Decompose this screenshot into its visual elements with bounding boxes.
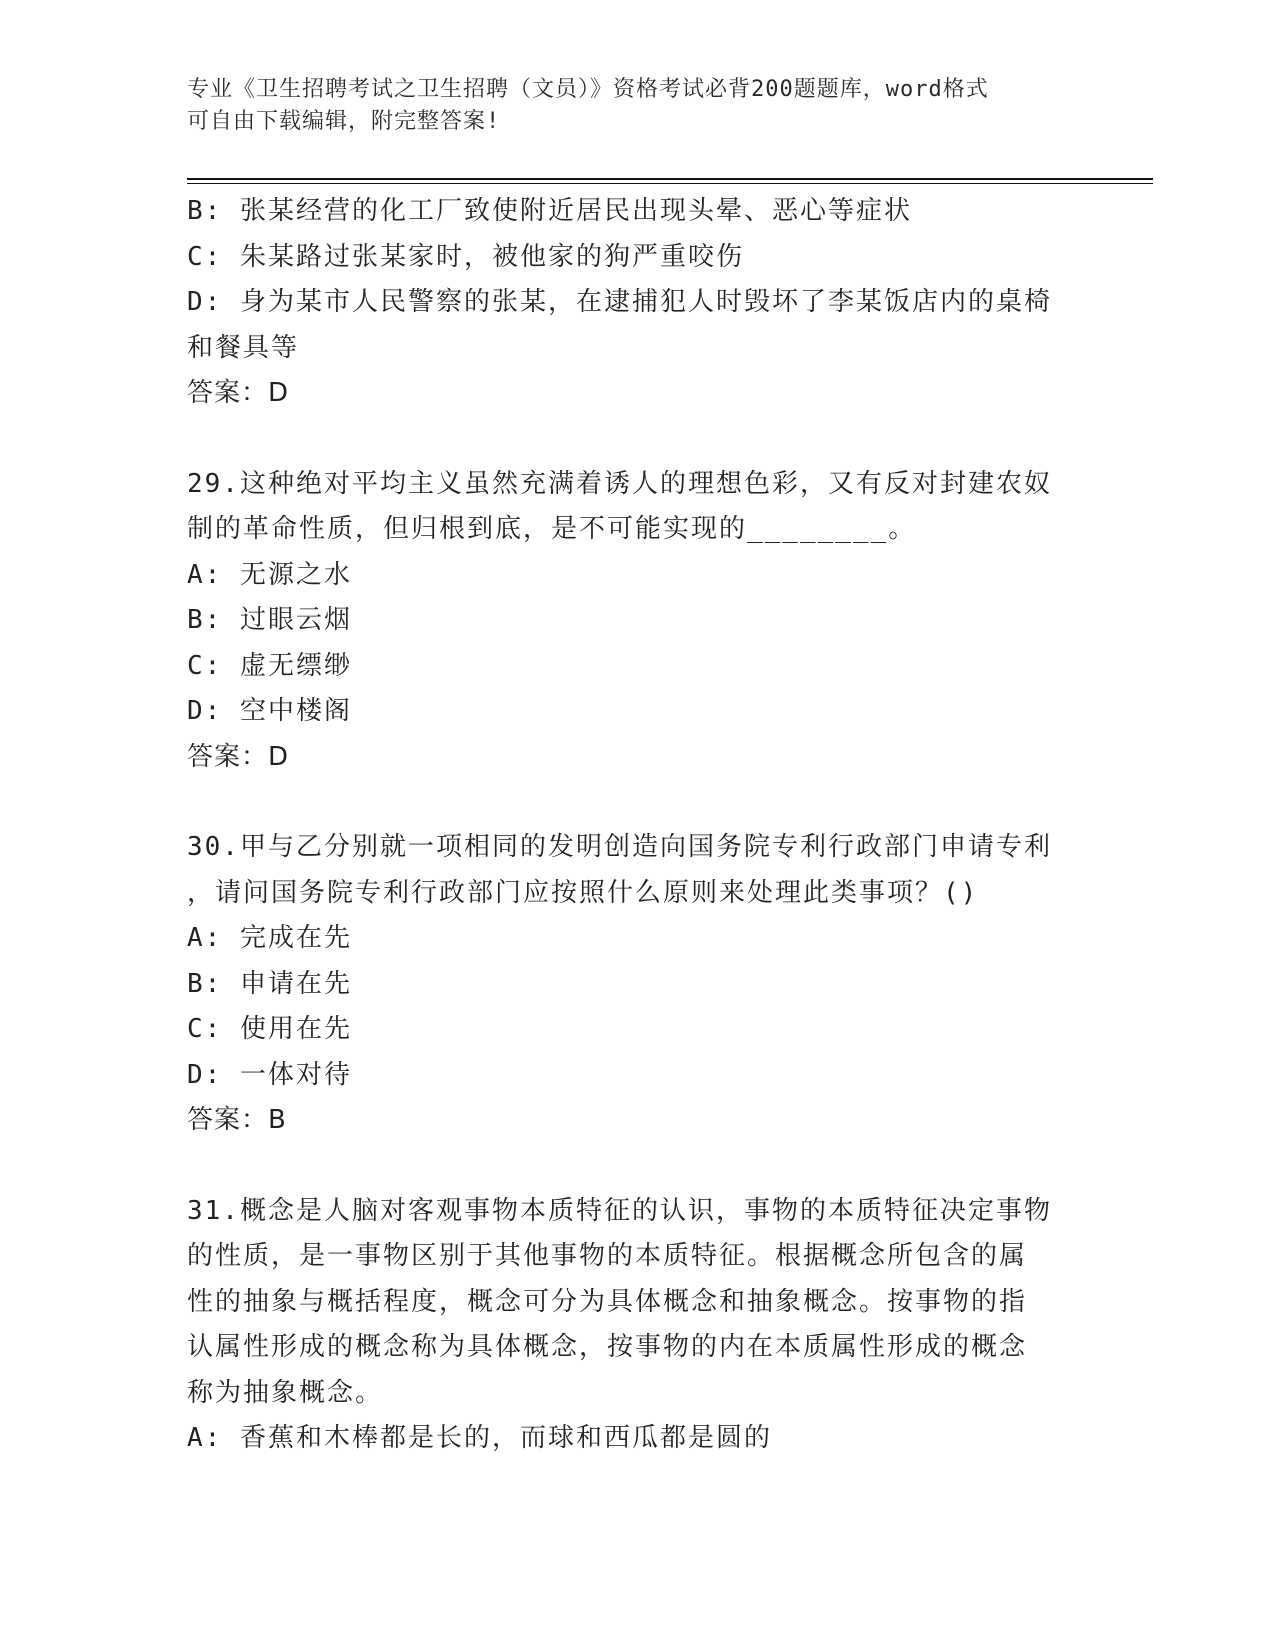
question-content: [187, 189, 1067, 1462]
option-line: D: 空中楼阁: [187, 696, 352, 726]
page-header: [187, 74, 1067, 138]
option-line: A: 香蕉和木棒都是长的，而球和西瓜都是圆的: [187, 1423, 772, 1453]
question-stem: 制的革命性质，但归根到底，是不可能实现的________。: [187, 514, 917, 544]
header-line: 可自由下载编辑，附完整答案!: [187, 109, 501, 134]
header-divider: [187, 178, 1153, 180]
option-line: C: 使用在先: [187, 1014, 352, 1044]
question-stem: 认属性形成的概念称为具体概念，按事物的内在本质属性形成的概念: [187, 1332, 1028, 1362]
question-stem: 称为抽象概念。: [187, 1377, 384, 1408]
option-line: C: 朱某路过张某家时，被他家的狗严重咬伤: [187, 241, 744, 272]
option-line: B: 申请在先: [187, 968, 352, 999]
header-divider: [187, 183, 1153, 184]
answer-line: 答案：D: [187, 741, 290, 772]
option-line: 和餐具等: [187, 332, 300, 363]
question-30: [187, 825, 1067, 1144]
question-stem: ，请问国务院专利行政部门应按照什么原则来处理此类事项？(): [187, 877, 979, 908]
header-line: 专业《卫生招聘考试之卫生招聘（文员）》资格考试必背200题题库，word格式: [187, 77, 989, 102]
question-stem: 29.这种绝对平均主义虽然充满着诱人的理想色彩，又有反对封建农奴: [187, 468, 1052, 499]
answer-line: 答案：D: [187, 378, 290, 408]
question-stem: 30.甲与乙分别就一项相同的发明创造向国务院专利行政部门申请专利: [187, 832, 1052, 862]
option-line: B: 过眼云烟: [187, 605, 352, 635]
option-line: D: 身为某市人民警察的张某，在逮捕犯人时毁坏了李某饭店内的桌椅: [187, 287, 1052, 317]
option-line: C: 虚无缥缈: [187, 650, 352, 681]
question-29: [187, 462, 1067, 781]
option-line: A: 无源之水: [187, 559, 352, 590]
question-28: [187, 189, 1067, 417]
option-line: A: 完成在先: [187, 923, 352, 953]
answer-line: 答案：B: [187, 1105, 287, 1135]
option-line: B: 张某经营的化工厂致使附近居民出现头晕、恶心等症状: [187, 196, 912, 226]
question-stem: 的性质，是一事物区别于其他事物的本质特征。根据概念所包含的属: [187, 1241, 1028, 1271]
question-31: [187, 1189, 1067, 1462]
question-stem: 31.概念是人脑对客观事物本质特征的认识，事物的本质特征决定事物: [187, 1195, 1052, 1226]
question-stem: 性的抽象与概括程度，概念可分为具体概念和抽象概念。按事物的指: [187, 1286, 1028, 1317]
option-line: D: 一体对待: [187, 1059, 352, 1090]
